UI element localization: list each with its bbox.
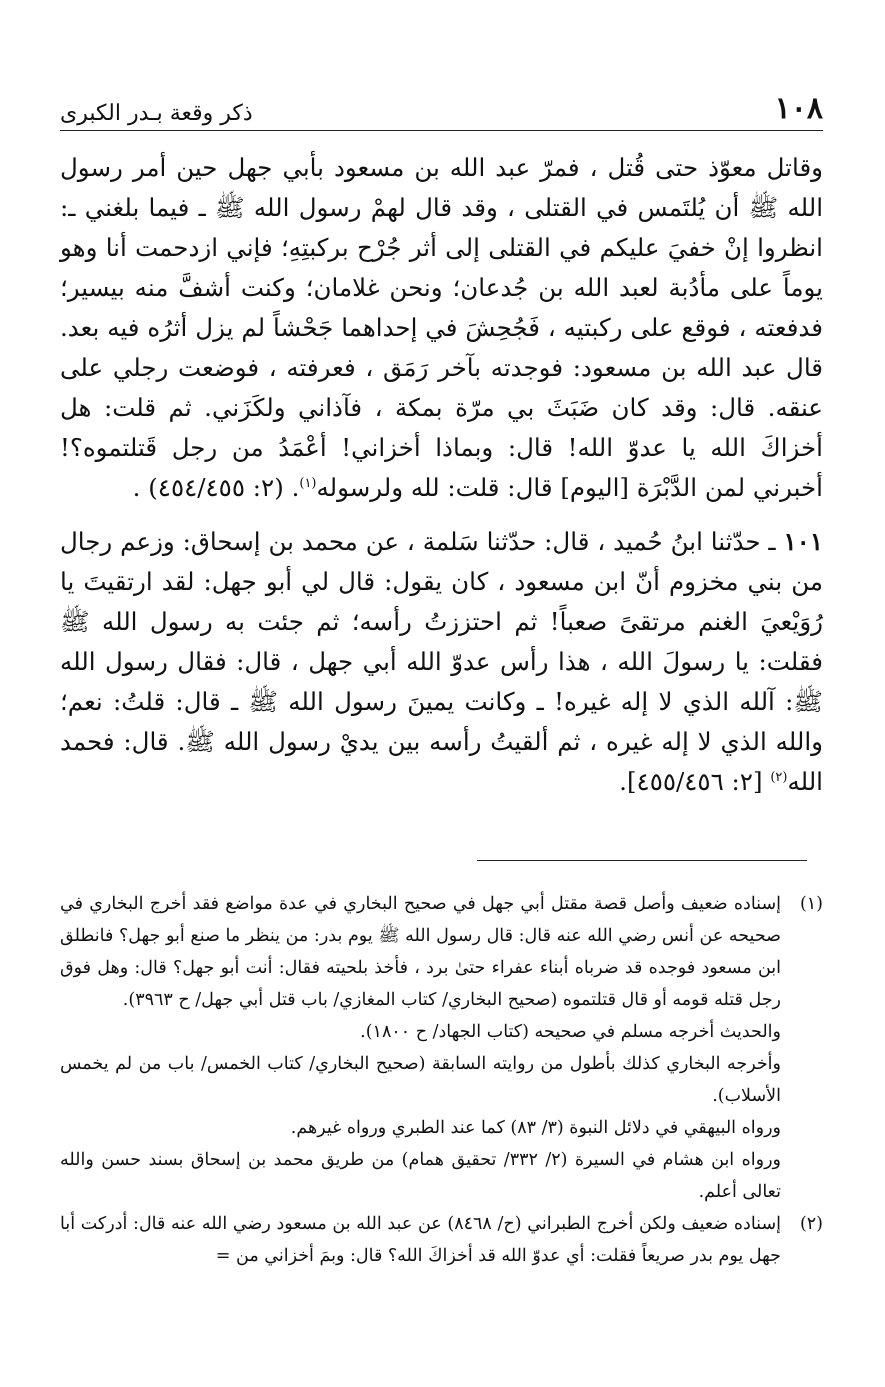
footnotes xyxy=(60,888,823,1272)
footnote xyxy=(60,888,823,1208)
citation: [٢: ٤٥٥/٤٥٦]. xyxy=(619,767,763,796)
main-text xyxy=(60,148,823,802)
footnote-line: والحديث أخرجه مسلم في صحيحه (كتاب الجهاد/ ح ١٨٠٠). xyxy=(360,1022,781,1042)
footnote-line: ورواه البيهقي في دلائل النبوة (٣/ ٨٣) كما عند الطبري ورواه غيرهم. xyxy=(290,1118,781,1138)
paragraph-text: ـ حدّثنا ابنُ حُميد ، قال: حدّثنا سَلمة ، عن محمد بن إسحاق: وزعم رجال من بني مخزوم أنّ ابن مسعود ، كان يقول: قال لي أبو جهل: لقد ارتقيتَ يا رُوَيْعيَ الغنم مرتقىً صعباً! ثم احتززتُ رأسه؛ ثم جئت به رسول الله ﷺ فقلت: يا رسولَ الله ، هذا رأس عدوّ الله أبي جهل ، قال: فقال رسول الله ﷺ: آلله الذي لا إله غيره! ـ وكانت يمينَ رسول الله ﷺ ـ قال: قلتُ: نعم؛ والله الذي لا إله غيره ، ثم ألقيتُ رأسه بين يديْ رسول الله ﷺ. قال: فحمد الله xyxy=(60,527,823,796)
footnote-line: وأخرجه البخاري كذلك بأطول من روايته السابقة (صحيح البخاري/ كتاب الخمس/ باب من لم يخمس الأسلاب). xyxy=(60,1054,781,1106)
footnote-body xyxy=(60,888,781,1208)
footnote-number: (٢) xyxy=(799,1214,823,1234)
footnote-line: إسناده ضعيف وأصل قصة مقتل أبي جهل في صحيح البخاري في عدة مواضع فقد أخرج البخاري في صحيحه عن أنس رضي الله عنه قال: قال رسول الله ﷺ يوم بدر: من ينظر ما صنع أبو جهل؟ فانطلق ابن مسعود فوجده قد ضرباه أبناء عفراء حتىٰ برد ، فأخذ بلحيته فقال: أنت أبو جهل؟ قال: وهل فوق رجل قتله قومه أو قال قتلتموه (صحيح البخاري/ كتاب المغازي/ باب قتل أبي جهل/ ح ٣٩٦٣). xyxy=(60,894,781,1010)
page-header xyxy=(60,86,823,131)
footnote-separator xyxy=(477,860,807,861)
page-number: ١٠٨ xyxy=(774,91,823,126)
running-title: ذكر وقعة بـدر الكبرى xyxy=(60,101,253,126)
footnote-ref: (١) xyxy=(299,475,317,491)
footnote-number: (١) xyxy=(799,894,823,914)
footnote-ref: (٢) xyxy=(770,769,788,785)
paragraph-text: وقاتل معوّذ حتى قُتل ، فمرّ عبد الله بن مسعود بأبي جهل حين أمر رسول الله ﷺ أن يُلتَمس في القتلى ، وقد قال لهمْ رسول الله ﷺ ـ فيما بلغني ـ: انظروا إنْ خفيَ عليكم في القتلى إلى أثر جُرْح بركبتِهِ؛ فإني ازدحمت أنا وهو يوماً على مأدُبة لعبد الله بن جُدعان؛ ونحن غلامان؛ وكنت أشفَّ منه بيسير؛ فدفعته ، فوقع على ركبتيه ، فَجُحِشَ في إحداهما جَحْشاً لم يزل أثرُه فيه بعد. قال عبد الله بن مسعود: فوجدته بآخر رَمَق ، فعرفته ، فوضعت رجلي على عنقه. قال: وقد كان ضَبَثَ بي مرّة بمكة ، فآذاني ولكَزَني. ثم قلت: هل أخزاكَ الله يا عدوّ الله! قال: وبماذا أخزاني! أعْمَدُ من رجل قَتلتموه؟! أخبرني لمن الدَّبْرَة [اليوم] قال: قلت: لله ولرسوله xyxy=(60,153,823,502)
hadith-number: ١٠١ xyxy=(783,527,823,556)
paragraph xyxy=(60,148,823,508)
footnote-body xyxy=(60,1208,781,1272)
footnote xyxy=(60,1208,823,1272)
citation: . (٢: ٤٥٤/٤٥٥) . xyxy=(132,473,300,502)
paragraph xyxy=(60,522,823,802)
footnote-line: ورواه ابن هشام في السيرة (٢/ ٣٣٢/ تحقيق همام) من طريق محمد بن إسحاق بسند حسن والله تعالى أعلم. xyxy=(60,1150,781,1202)
footnote-line: إسناده ضعيف ولكن أخرج الطبراني (ح/ ٨٤٦٨) عن عبد الله بن مسعود رضي الله عنه قال: أدركت أبا جهل يوم بدر صريعاً فقلت: أي عدوّ الله قد أخزاكَ الله؟ قال: وبمَ أخزاني من = xyxy=(60,1214,781,1266)
